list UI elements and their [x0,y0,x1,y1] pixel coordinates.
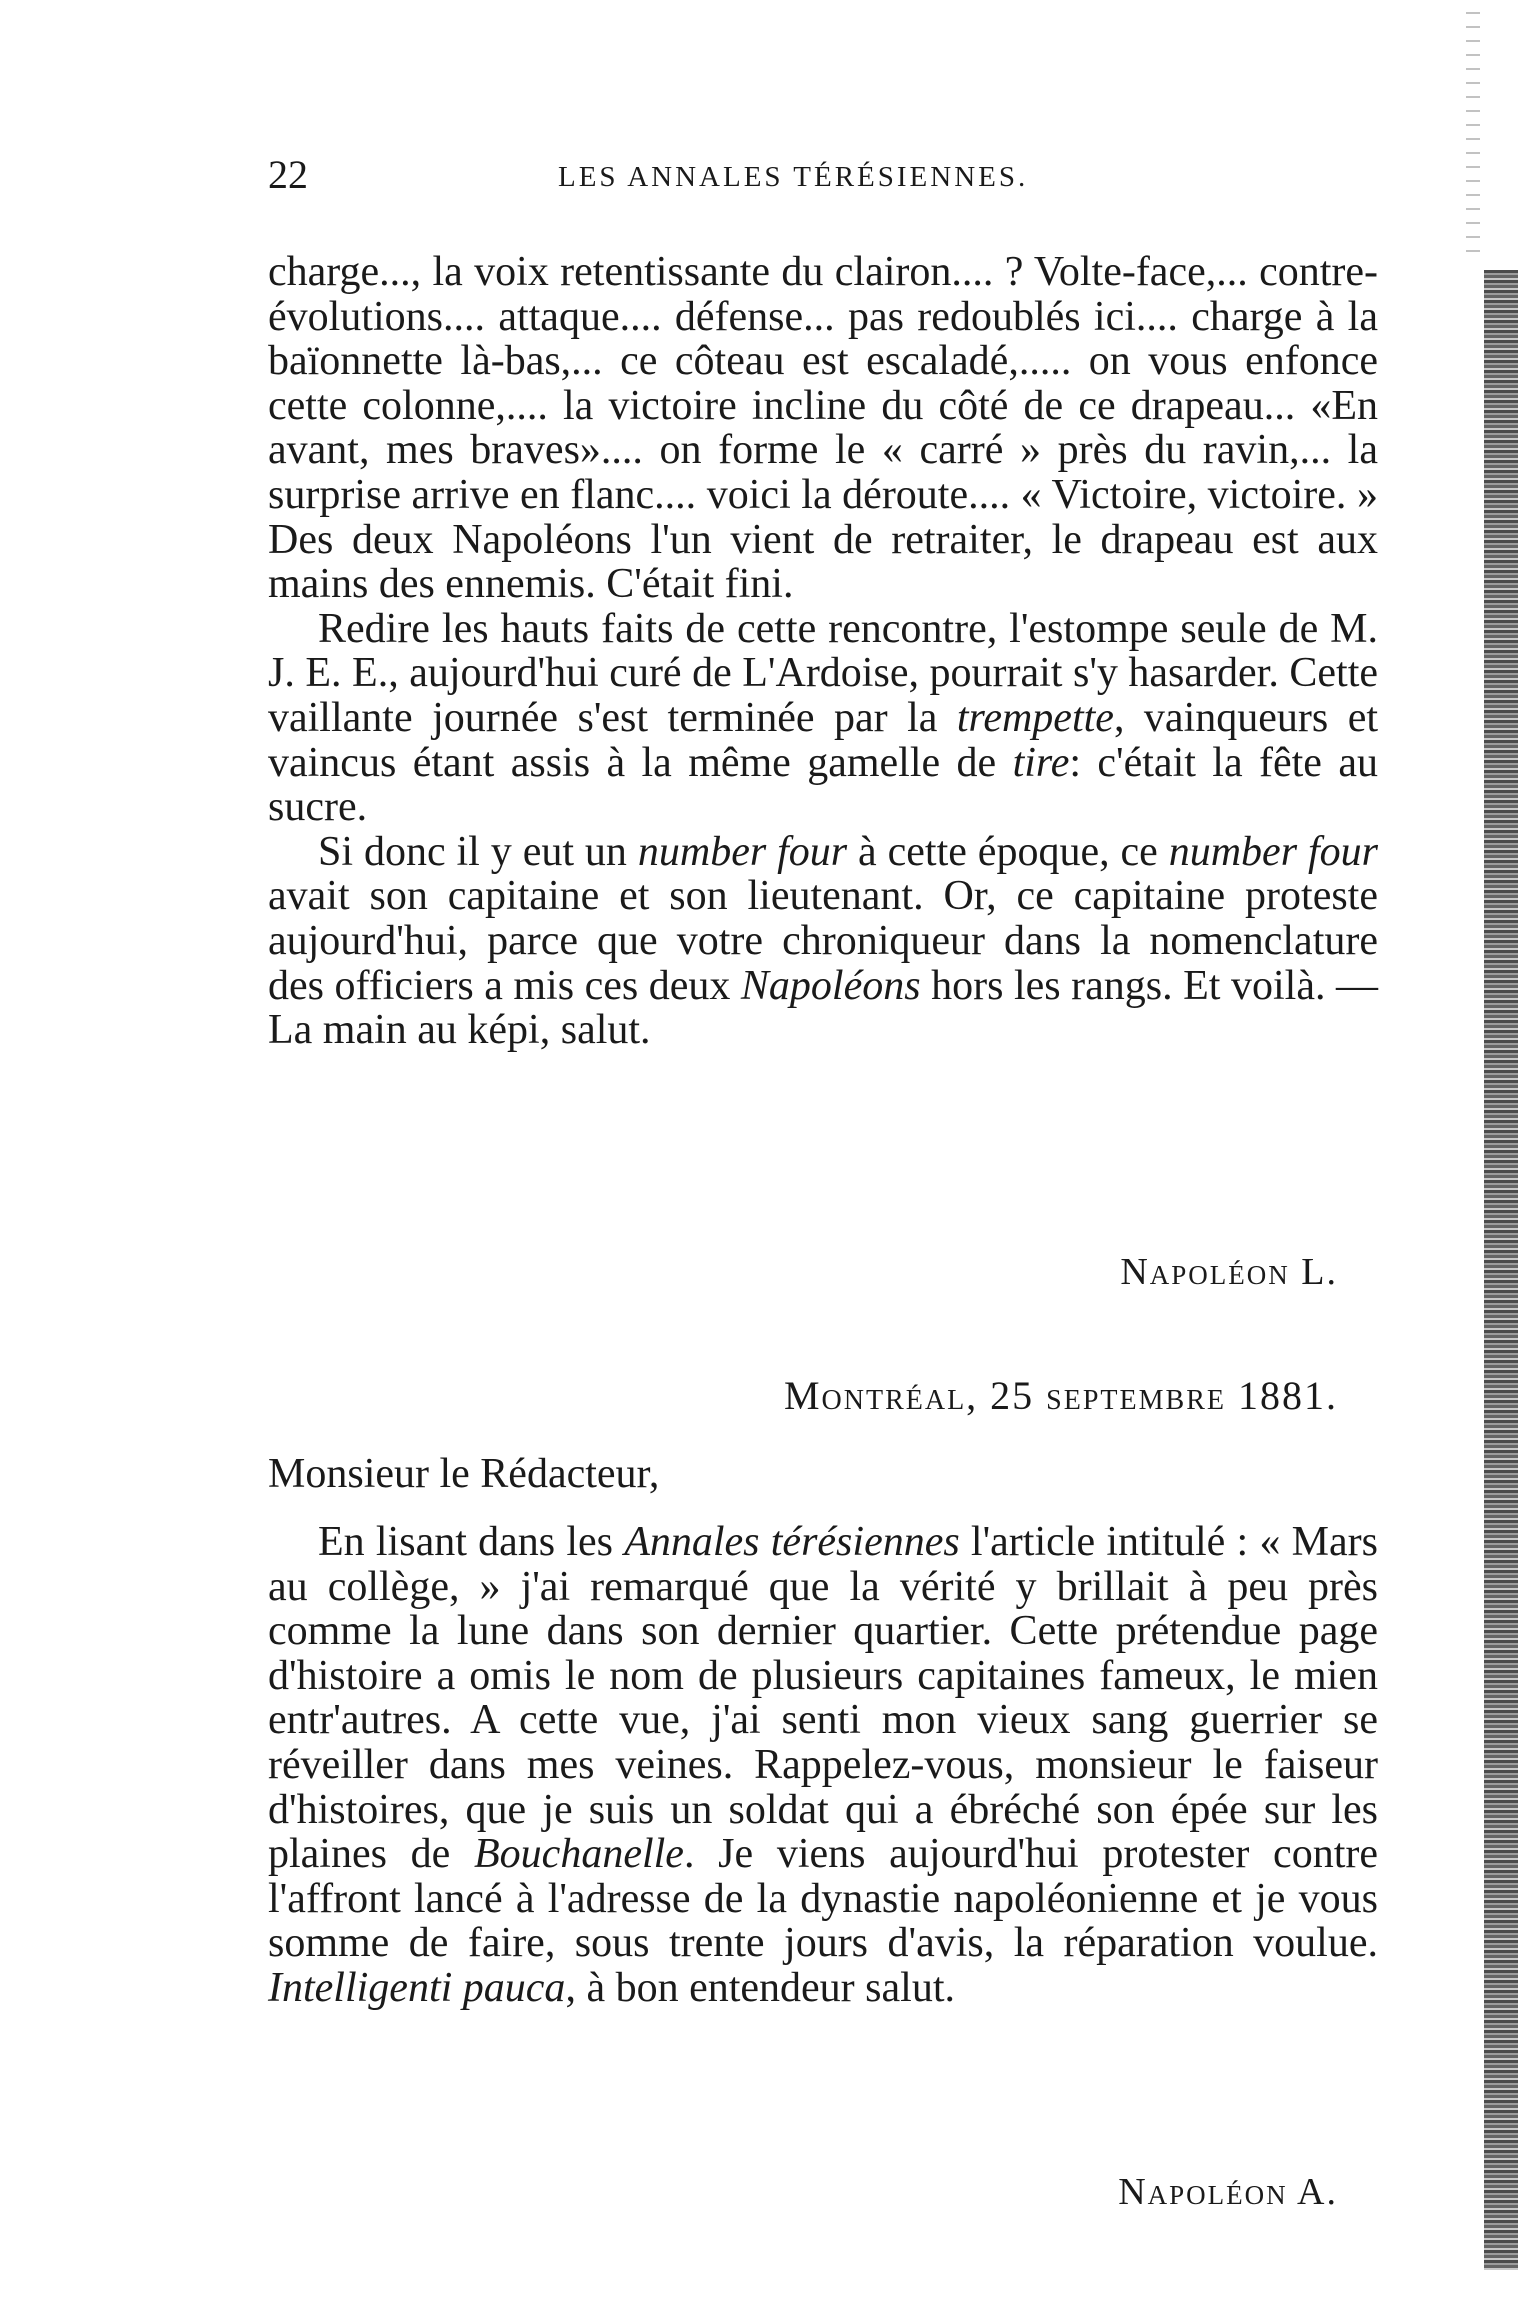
paragraph-text: Si donc il y eut un [318,828,638,875]
letter-one-signature: Napoléon L. [1120,1251,1338,1293]
italic-term: trempette [956,694,1114,741]
paragraph-text: l'article intitulé : « Mars au collège, » j'ai remarqué que la vérité y brillait à peu près comme la lune dans son dernier quartier. Cette prétendue page d'histoire a omis le nom de plusieurs capitaines fameux, le mien entr'autres. A cette vue, j'ai senti mon vieux sang guerrier se réveiller dans mes veines. Rappelez-vous, monsieur le faiseur d'histoires, que je suis un soldat qui a ébréché son épée sur les plaines de [268,1519,1378,1878]
italic-term: Intelligenti pauca [268,1964,566,2011]
paragraph-text: hors les rangs. Et voilà. — La main au képi, salut. [268,962,1378,1054]
letter-two-signature: Napoléon A. [1118,2171,1338,2213]
paragraph-text: charge..., la voix retentissante du clairon.... ? Volte-face,... contre-évolutions.... attaque.... défense... pas redoublés ici.... charge à la baïonnette là-bas,... ce côteau est escaladé,..... on vous enfonce cette colonne,.... la victoire incline du côté de ce drapeau... «En avant, mes braves».... on forme le « carré » près du ravin,... la surprise arrive en flanc.... voici la déroute.... « Victoire, victoire. » Des deux Napoléons l'un vient de retraiter, le drapeau est aux mains des ennemis. C'était fini. [268,249,1378,608]
paragraph-text: . Je viens aujourd'hui protester contre l'affront lancé à l'adresse de la dynastie napoléonienne et je vous somme de faire, sous trente jours d'avis, la réparation voulue. [268,1831,1378,1967]
running-head: LES ANNALES TÉRÉSIENNES. [558,161,1029,193]
scan-edge-top [1466,0,1480,260]
letter-one-paragraph-1 [268,250,1378,607]
letter-one-paragraph-3 [268,830,1378,1053]
scan-binding-edge [1484,270,1518,2270]
letter-one-paragraph-2 [268,607,1378,830]
paragraph-text: avait son capitaine et son lieutenant. Or, ce capitaine proteste aujourd'hui, parce que votre chroniqueur dans la nomenclature des officiers a mis ces deux [268,873,1378,1009]
italic-term: number four [1168,828,1378,875]
paragraph-text: , vainqueurs et vaincus étant assis à la même gamelle de [268,694,1378,786]
page-header [268,150,1378,200]
letter-two-dateline: Montréal, 25 septembre 1881. [783,1373,1338,1418]
paragraph-text: En lisant dans les [318,1519,625,1565]
letter-one-body [268,250,1378,1053]
italic-term: number four [637,828,848,875]
italic-term: Bouchanelle [474,1831,684,1878]
paragraph-text: : c'était la fête au sucre. [268,739,1378,831]
page-number: 22 [268,152,308,197]
italic-term: Napoléons [740,962,921,1009]
italic-term: tire [1012,739,1070,786]
letter-two-salutation: Monsieur le Rédacteur, [268,1451,660,1497]
letter-two-paragraph-1 [268,1520,1378,2011]
italic-term: Annales térésiennes [624,1519,960,1565]
paragraph-text: , à bon entendeur salut. [565,1964,955,2011]
paragraph-text: Redire les hauts faits de cette rencontre, l'estompe seule de M. J. E. E., aujourd'hui curé de L'Ardoise, pourrait s'y hasarder. Cette vaillante journée s'est terminée par la [268,605,1378,741]
letter-two-body [268,1520,1378,2011]
paragraph-text: à cette époque, ce [847,828,1169,875]
